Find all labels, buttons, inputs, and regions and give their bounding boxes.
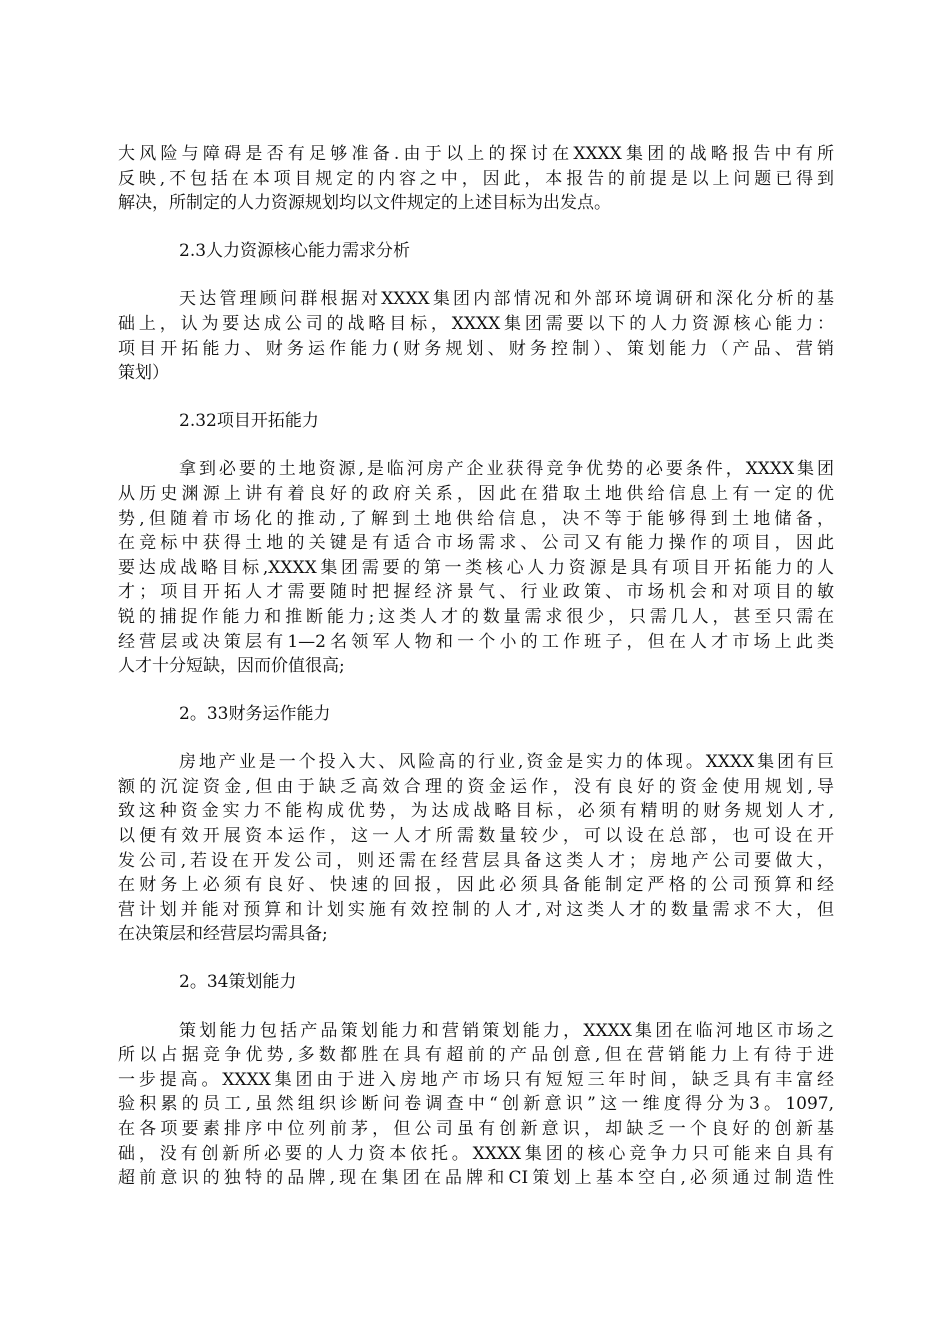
text-line: 从历史渊源上讲有着良好的政府关系，因此在猎取土地供给信息上有一定的优 [118, 483, 834, 504]
section-heading-project-development: 2.32项目开拓能力 [179, 410, 319, 431]
paragraph-project-development [118, 457, 834, 678]
text-line: 策划） [118, 363, 169, 384]
text-line: 础上，认为要达成公司的战略目标，XXXX集团需要以下的人力资源核心能力： [118, 313, 834, 334]
section-heading-core-capability-analysis: 2.3人力资源核心能力需求分析 [179, 240, 411, 261]
text-line: 解决，所制定的人力资源规划均以文件规定的上述目标为出发点。 [118, 193, 611, 214]
paragraph-risk-preparation [118, 142, 834, 216]
text-line: 验积累的员工,虽然组织诊断问卷调查中“创新意识”这一维度得分为3。1097, [118, 1094, 834, 1115]
text-line: 锐的捕捉作能力和推断能力;这类人才的数量需求很少，只需几人，甚至只需在 [118, 606, 834, 627]
section-heading-planning-capability: 2。34策划能力 [179, 972, 297, 993]
text-line: 础，没有创新所必要的人力资本依托。XXXX集团的核心竞争力只可能来自具有 [118, 1143, 834, 1164]
text-line: 发公司,若设在开发公司，则还需在经营层具备这类人才；房地产公司要做大， [118, 850, 834, 871]
text-line: 反映,不包括在本项目规定的内容之中，因此，本报告的前提是以上问题已得到 [118, 168, 834, 189]
text-line: 在各项要素排序中位列前茅，但公司虽有创新意识，却缺乏一个良好的创新基 [118, 1119, 834, 1139]
text-line: 大风险与障碍是否有足够准备.由于以上的探讨在XXXX集团的战略报告中有所 [118, 144, 834, 164]
text-line: 致这种资金实力不能构成优势，为达成战略目标，必须有精明的财务规划人才, [118, 801, 834, 822]
text-line: 超前意识的独特的品牌,现在集团在品牌和CI策划上基本空白,必须通过制造性 [118, 1168, 834, 1189]
text-line: 天达管理顾问群根据对XXXX集团内部情况和外部环境调研和深化分析的基 [179, 289, 834, 310]
text-line: 以便有效开展资本运作，这一人才所需数量较少，可以设在总部，也可设在开 [118, 826, 834, 847]
text-line: 策划能力包括产品策划能力和营销策划能力，XXXX集团在临河地区市场之 [179, 1020, 834, 1041]
document-body [118, 142, 834, 1214]
paragraph-core-capabilities [118, 287, 834, 385]
text-line: 一步提高。XXXX集团由于进入房地产市场只有短短三年时间，缺乏具有丰富经 [118, 1069, 834, 1090]
text-line: 势,但随着市场化的推动,了解到土地供给信息，决不等于能够得到土地储备， [118, 508, 834, 529]
paragraph-planning-capability [118, 1019, 834, 1191]
text-line: 房地产业是一个投入大、风险高的行业,资金是实力的体现。XXXX集团有巨 [179, 752, 834, 773]
text-line: 在决策层和经营层均需具备; [118, 924, 328, 945]
section-heading-financial-operation: 2。33财务运作能力 [179, 703, 331, 724]
text-line: 在竞标中获得土地的关键是有适合市场需求、公司又有能力操作的项目，因此 [118, 533, 834, 554]
text-line: 才；项目开拓人才需要随时把握经济景气、行业政策、市场机会和对项目的敏 [118, 582, 834, 603]
text-line: 拿到必要的土地资源,是临河房产企业获得竞争优势的必要条件，XXXX集团 [179, 459, 834, 480]
text-line: 要达成战略目标,XXXX集团需要的第一类核心人力资源是具有项目开拓能力的人 [118, 557, 834, 578]
text-line: 营计划并能对预算和计划实施有效控制的人才,对这类人才的数量需求不大，但 [118, 899, 834, 920]
text-line: 在财务上必须有良好、快速的回报，因此必须具备能制定严格的公司预算和经 [118, 875, 834, 896]
text-line: 经营层或决策层有1—2名领军人物和一个小的工作班子，但在人才市场上此类 [118, 631, 834, 652]
text-line: 项目开拓能力、财务运作能力(财务规划、财务控制）、策划能力（产品、营销 [118, 338, 834, 359]
text-line: 所以占据竞争优势,多数都胜在具有超前的产品创意,但在营销能力上有待于进 [118, 1045, 834, 1066]
text-line: 人才十分短缺，因而价值很高; [118, 656, 345, 677]
text-line: 额的沉淀资金,但由于缺乏高效合理的资金运作，没有良好的资金使用规划,导 [118, 776, 834, 797]
paragraph-financial-operation [118, 750, 834, 947]
